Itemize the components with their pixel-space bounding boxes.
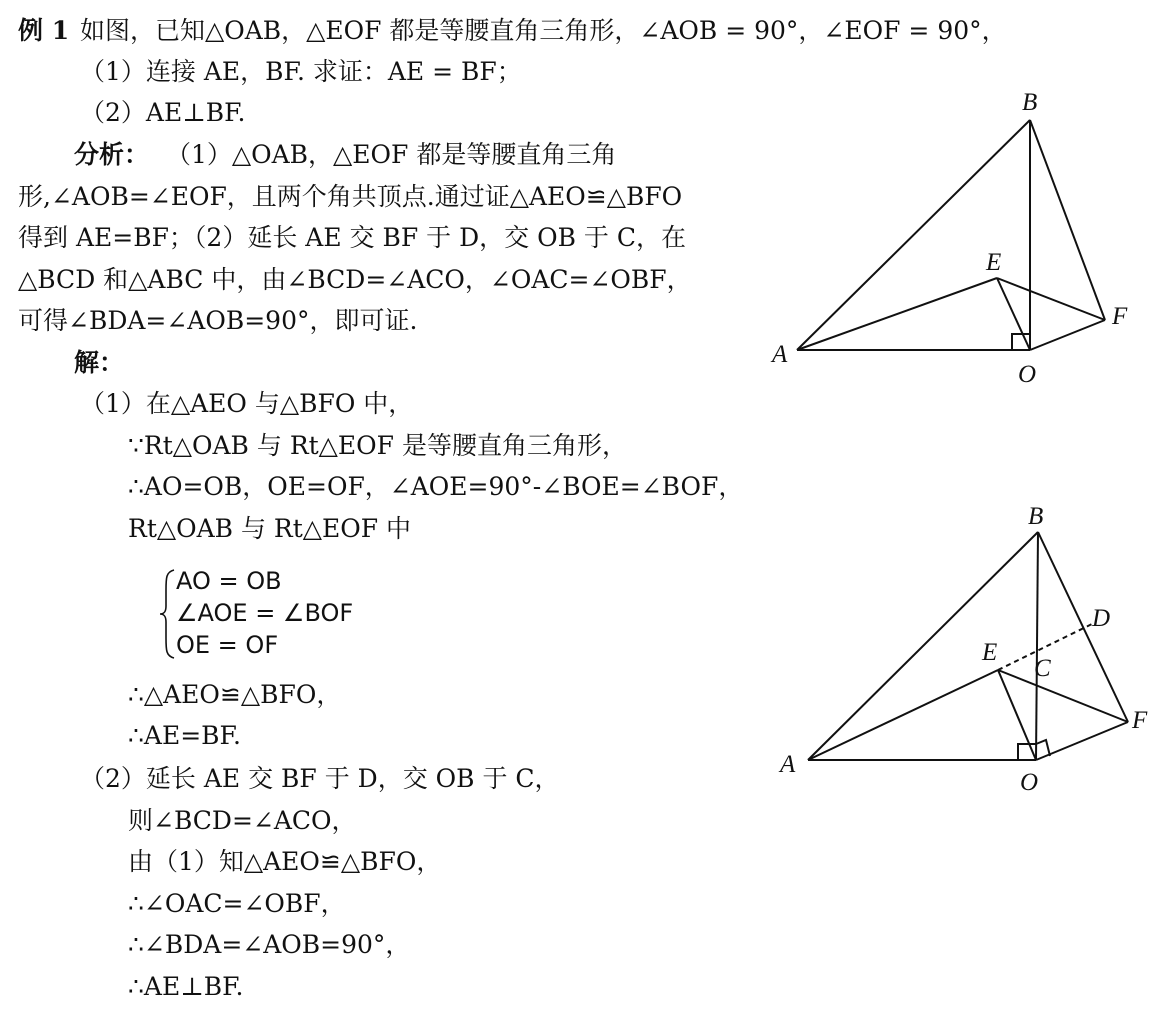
fig1-label-B: B [1022, 89, 1038, 116]
figure-1-diagram [760, 80, 1160, 400]
fig2-label-F: F [1132, 707, 1148, 734]
solution-part1-end-1: ∴△AEO≌△BFO， [128, 680, 342, 709]
solution-part1-line-1: （1）在△AEO 与△BFO 中， [80, 389, 414, 418]
fig2-label-C: C [1034, 655, 1051, 682]
solution-label: 解： [74, 348, 125, 377]
fig2-right-angle-mark-2 [1036, 740, 1050, 756]
system-brace [158, 568, 178, 660]
fig1-segment-AB [797, 120, 1030, 350]
analysis-line-2: 形,∠AOB=∠EOF，且两个角共顶点.通过证△AEO≌△BFO [18, 182, 683, 211]
fig2-label-A: A [780, 751, 796, 778]
analysis-line-1: （1）△OAB，△EOF 都是等腰直角三角 [166, 140, 617, 169]
fig1-label-A: A [772, 341, 788, 368]
fig1-label-O: O [1018, 361, 1037, 388]
fig2-segment-BO [1036, 532, 1038, 760]
analysis-label: 分析： [74, 140, 150, 169]
example-label [18, 16, 69, 46]
solution-part2-line-4: ∴∠OAC=∠OBF， [128, 889, 346, 918]
solution-part1-line-3: ∴AO=OB，OE=OF，∠AOE=90°-∠BOE=∠BOF， [128, 472, 744, 501]
fig2-label-O: O [1020, 769, 1039, 796]
example-number: 例 1 [18, 16, 70, 45]
analysis-line-3: 得到 AE=BF；（2）延长 AE 交 BF 于 D，交 OB 于 C，在 [18, 223, 686, 252]
system-eq-3: OE = OF [176, 631, 279, 659]
problem-statement: 如图，已知△OAB，△EOF 都是等腰直角三角形，∠AOB = 90°，∠EOF = 90°， [80, 16, 1007, 45]
fig1-segment-BF [1030, 120, 1105, 320]
solution-part2-line-1: （2）延长 AE 交 BF 于 D，交 OB 于 C， [80, 764, 560, 793]
fig2-label-D: D [1092, 605, 1111, 632]
fig2-label-E: E [982, 639, 998, 666]
fig2-segment-BF [1038, 532, 1128, 722]
question-1: （1）连接 AE，BF. 求证：AE = BF； [80, 57, 522, 86]
solution-part1-end-2: ∴AE=BF. [128, 721, 241, 750]
solution-part2-line-5: ∴∠BDA=∠AOB=90°， [128, 930, 411, 959]
fig1-segment-OF [1030, 320, 1105, 350]
fig1-label-E: E [986, 249, 1002, 276]
solution-part2-line-6: ∴AE⊥BF. [128, 972, 244, 1001]
solution-part1-line-2: ∵Rt△OAB 与 Rt△EOF 是等腰直角三角形， [128, 431, 627, 460]
system-eq-2: ∠AOE = ∠BOF [176, 599, 354, 627]
question-2: （2）AE⊥BF. [80, 98, 246, 127]
solution-part2-line-3: 由（1）知△AEO≌△BFO， [128, 847, 442, 876]
analysis-line-4: △BCD 和△ABC 中，由∠BCD=∠ACO，∠OAC=∠OBF， [18, 265, 692, 294]
solution-part2-line-2: 则∠BCD=∠ACO， [128, 806, 357, 835]
fig2-label-B: B [1028, 503, 1044, 530]
fig1-label-F: F [1112, 303, 1128, 330]
fig2-segment-AB [808, 532, 1038, 760]
fig1-segment-AE [797, 278, 997, 350]
system-eq-1: AO = OB [176, 567, 282, 595]
solution-part1-line-4: Rt△OAB 与 Rt△EOF 中 [128, 514, 412, 543]
figure-2-diagram [770, 500, 1170, 810]
analysis-line-5: 可得∠BDA=∠AOB=90°，即可证. [18, 306, 418, 335]
fig2-segment-AE [808, 670, 998, 760]
